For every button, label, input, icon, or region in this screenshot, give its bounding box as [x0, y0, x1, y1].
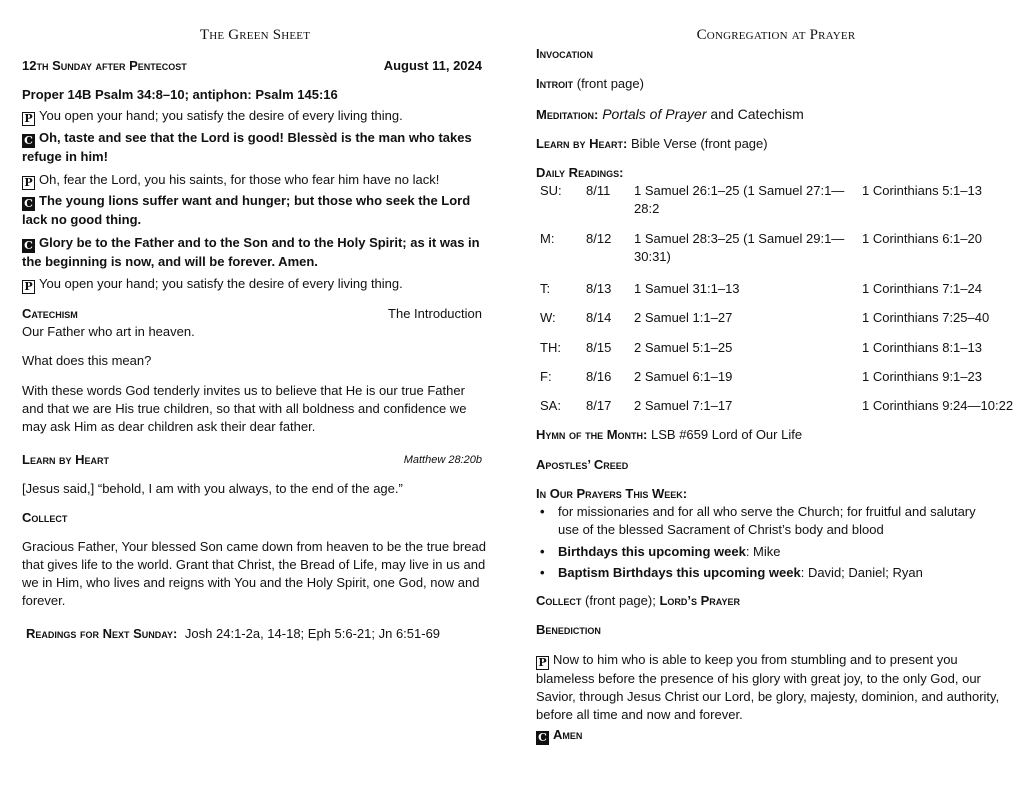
pastor-mark-icon: P — [22, 280, 35, 294]
amen-line: C Amen — [536, 726, 1016, 745]
table-row: TH: 8/15 2 Samuel 5:1–25 1 Corinthians 8:1–13 — [540, 340, 982, 355]
psalm-verse: C The young lions suffer want and hunger; but those who seek the Lord lack no good thing. — [22, 193, 471, 227]
psalm-verse: C Oh, taste and see that the Lord is good! Blessèd is the man who takes refuge in him! — [22, 130, 472, 164]
table-row: SA: 8/17 2 Samuel 7:1–17 1 Corinthians 9:24—10:22 — [540, 398, 1014, 413]
daily-readings-table — [540, 182, 1016, 417]
hymn-line — [536, 426, 1016, 444]
psalm-verse: P You open your hand; you satisfy the desire of every living thing. — [22, 275, 488, 294]
meditation-book: Portals of Prayer — [602, 106, 707, 122]
congregation-mark-icon: C — [22, 239, 35, 253]
list-item: • Birthdays this upcoming week: Mike — [536, 543, 996, 561]
gloria-patri: C Glory be to the Father and to the Son and to the Holy Spirit; as it was in the beginning is now, and will be forever. Amen. — [22, 235, 480, 269]
collect-text: Gracious Father, Your blessed Son came down from heaven to be the true bread that gives life to the world. Grant that Christ, the Bread of Life, may live in us and we in Him, who lives and reigns with You and the Holy Spirit, one God, now and forever. — [22, 539, 486, 608]
table-row: T: 8/13 1 Samuel 31:1–13 1 Corinthians 7:1–24 — [540, 281, 982, 296]
learn-heading: Learn by Heart — [22, 452, 110, 467]
learn-line — [536, 135, 1016, 153]
learn-text: Bible Verse (front page) — [631, 136, 768, 151]
catechism-heading: Catechism — [22, 306, 78, 321]
next-sunday: Readings for Next Sunday: Josh 24:1-2a, 14-18; Eph 5:6-21; Jn 6:51-69 — [26, 626, 441, 641]
catechism-part: The Introduction — [388, 306, 482, 321]
list-item: • for missionaries and for all who serve the Church; for fruitful and salutary use of the blessed Sacrament of Christ’s body and blood — [536, 503, 996, 539]
introit-line — [536, 75, 1016, 93]
hymn-text: LSB #659 Lord of Our Life — [651, 427, 803, 442]
list-item: • Baptism Birthdays this upcoming week: David; Daniel; Ryan — [536, 564, 996, 582]
benediction-heading: Benediction — [536, 622, 601, 637]
left-title: The Green Sheet — [199, 27, 311, 43]
table-row: F: 8/16 2 Samuel 6:1–19 1 Corinthians 9:1–23 — [540, 369, 982, 384]
catechism-header — [22, 305, 488, 323]
prayers-heading: In Our Prayers This Week: — [536, 486, 688, 501]
introit-label: Introit — [536, 76, 574, 91]
meditation-label: Meditation: — [536, 107, 599, 122]
right-title: Congregation at Prayer — [696, 27, 856, 43]
learn-label: Learn by Heart: — [536, 136, 628, 151]
collect-heading: Collect — [22, 510, 68, 525]
learn-verse: [Jesus said,] “behold, I am with you always, to the end of the age.” — [22, 481, 403, 496]
table-row: M: 8/12 1 Samuel 28:3–25 (1 Samuel 29:1—30:31) 1 Corinthians 6:1–20 — [540, 231, 982, 264]
next-sunday-label: Readings for Next Sunday — [26, 626, 173, 641]
prayer-list — [536, 503, 996, 582]
congregation-mark-icon: C — [536, 731, 549, 745]
learn-reference: Matthew 28:20b — [403, 454, 482, 466]
table-row: W: 8/14 2 Samuel 1:1–27 1 Corinthians 7:25–40 — [540, 310, 990, 325]
psalm-verse: P Oh, fear the Lord, you his saints, for those who fear him have no lack! — [22, 171, 488, 190]
catechism-question: What does this mean? — [22, 353, 152, 368]
learn-header — [22, 451, 488, 469]
collect-line — [536, 592, 1016, 610]
collect-label: Collect — [536, 593, 582, 608]
service-date: August 11, 2024 — [383, 58, 482, 73]
sunday-name: 12th Sunday after Pentecost — [22, 58, 187, 73]
daily-readings-heading: Daily Readings: — [536, 165, 624, 180]
benediction-text: P Now to him who is able to keep you from stumbling and to present you blameless before the presence of his glory with great joy, to the only God, our Savior, through Jesus Christ our Lord, be glory, majesty, dominion, and authority, before all time and now and forever. — [536, 652, 1000, 722]
proper-line: Proper 14B Psalm 34:8–10; antiphon: Psalm 145:16 — [22, 87, 338, 102]
creed-heading: Apostles’ Creed — [536, 457, 629, 472]
pastor-mark-icon: P — [22, 176, 35, 190]
meditation-rest: and Catechism — [710, 106, 804, 122]
catechism-petition: Our Father who art in heaven. — [22, 324, 195, 339]
invocation-heading: Invocation — [536, 46, 593, 61]
next-sunday-readings: Josh 24:1-2a, 14-18; Eph 5:6-21; Jn 6:51-69 — [184, 626, 441, 641]
meditation-line — [536, 105, 1016, 124]
lords-prayer-label: Lord’s Prayer — [659, 593, 740, 608]
pastor-mark-icon: P — [536, 656, 549, 670]
catechism-answer: With these words God tenderly invites us to believe that He is our true Father and that we are His true children, so that with all boldness and confidence we may ask Him as dear children ask their dear father. — [22, 383, 467, 434]
sunday-header — [22, 57, 488, 75]
hymn-label: Hymn of the Month: — [536, 427, 648, 442]
table-row: SU: 8/11 1 Samuel 26:1–25 (1 Samuel 27:1—28:2 1 Corinthians 5:1–13 — [540, 183, 982, 216]
pastor-mark-icon: P — [22, 112, 35, 126]
collect-text: (front page); — [585, 593, 656, 608]
introit-text: (front page) — [576, 76, 644, 91]
psalm-verse: P You open your hand; you satisfy the desire of every living thing. — [22, 107, 488, 126]
congregation-mark-icon: C — [22, 197, 35, 211]
congregation-mark-icon: C — [22, 134, 35, 148]
